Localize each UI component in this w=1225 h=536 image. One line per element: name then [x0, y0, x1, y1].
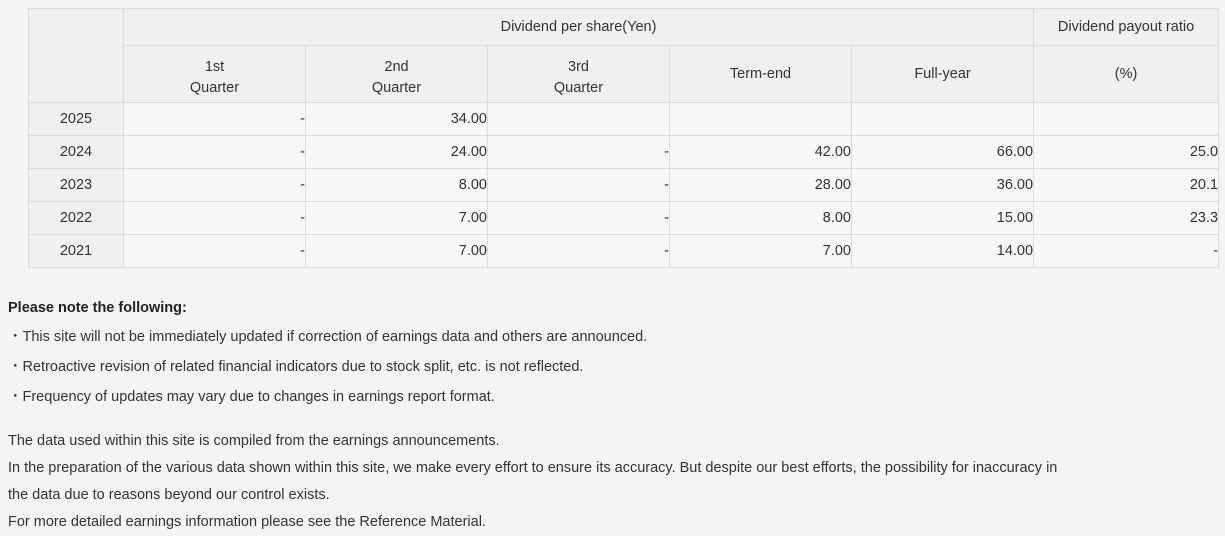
notes-section	[8, 300, 1208, 536]
cell-q3: -	[488, 136, 670, 169]
cell-q1: -	[124, 235, 306, 268]
cell-q2: 7.00	[306, 202, 488, 235]
cell-payout-ratio: -	[1034, 235, 1219, 268]
cell-q1: -	[124, 202, 306, 235]
header-full-year	[852, 46, 1034, 103]
cell-q3	[488, 103, 670, 136]
cell-full-year: 15.00	[852, 202, 1034, 235]
header-q1-line2: Quarter	[189, 79, 240, 96]
cell-q1: -	[124, 136, 306, 169]
header-term-end	[670, 46, 852, 103]
cell-full-year: 66.00	[852, 136, 1034, 169]
header-full-year-label: Full-year	[914, 66, 971, 82]
cell-q2: 34.00	[306, 103, 488, 136]
cell-full-year	[852, 103, 1034, 136]
cell-full-year: 36.00	[852, 169, 1034, 202]
cell-payout-ratio: 20.1	[1034, 169, 1219, 202]
table-row	[29, 103, 1219, 136]
notes-paragraph-line: In the preparation of the various data shown within this site, we make every effort to ensure its accuracy. But despite our best efforts, the possibility for inaccuracy in	[8, 460, 1058, 476]
cell-q3: -	[488, 202, 670, 235]
cell-year: 2024	[29, 136, 124, 169]
header-q3-line1: 3rd	[568, 58, 589, 75]
table-row	[29, 169, 1219, 202]
header-q3-line2: Quarter	[553, 79, 604, 96]
header-q1-line1: 1st	[204, 58, 225, 75]
notes-paragraph-line: the data due to reasons beyond our control exists.	[8, 487, 330, 503]
cell-q3: -	[488, 235, 670, 268]
notes-paragraph-line: For more detailed earnings information please see the Reference Material.	[8, 514, 486, 530]
cell-year: 2022	[29, 202, 124, 235]
cell-q2: 7.00	[306, 235, 488, 268]
header-payout-percent	[1034, 46, 1219, 103]
table-header	[29, 9, 1219, 103]
table-body	[29, 103, 1219, 268]
note-bullet: ・Retroactive revision of related financial indicators due to stock split, etc. is not reflected.	[8, 359, 584, 375]
cell-full-year: 14.00	[852, 235, 1034, 268]
notes-paragraph-line: The data used within this site is compiled from the earnings announcements.	[8, 433, 500, 449]
table-row	[29, 136, 1219, 169]
cell-payout-ratio	[1034, 103, 1219, 136]
header-q1	[124, 46, 306, 103]
table-row	[29, 235, 1219, 268]
header-q2-line2: Quarter	[371, 79, 422, 96]
header-q3	[488, 46, 670, 103]
cell-term-end: 7.00	[670, 235, 852, 268]
cell-term-end: 8.00	[670, 202, 852, 235]
cell-payout-ratio: 23.3	[1034, 202, 1219, 235]
cell-q1: -	[124, 103, 306, 136]
dividend-table	[28, 8, 1219, 268]
notes-title: Please note the following:	[8, 300, 187, 316]
cell-term-end: 28.00	[670, 169, 852, 202]
cell-q3: -	[488, 169, 670, 202]
note-bullet: ・Frequency of updates may vary due to changes in earnings report format.	[8, 389, 495, 405]
table-header-sub-row	[29, 46, 1219, 103]
header-dividend-payout-ratio: Dividend payout ratio	[1034, 9, 1219, 46]
dividend-table-container	[28, 8, 1218, 268]
cell-q2: 24.00	[306, 136, 488, 169]
header-corner-cell	[29, 9, 124, 103]
cell-term-end: 42.00	[670, 136, 852, 169]
cell-year: 2025	[29, 103, 124, 136]
cell-year: 2023	[29, 169, 124, 202]
header-payout-percent-label: (%)	[1114, 66, 1138, 82]
header-q2-line1: 2nd	[384, 58, 409, 75]
header-term-end-label: Term-end	[729, 66, 792, 82]
cell-q2: 8.00	[306, 169, 488, 202]
notes-paragraph	[8, 428, 1208, 536]
note-bullet: ・This site will not be immediately updated if correction of earnings data and others are announced.	[8, 329, 648, 345]
header-q2	[306, 46, 488, 103]
cell-year: 2021	[29, 235, 124, 268]
cell-q1: -	[124, 169, 306, 202]
header-dividend-per-share: Dividend per share(Yen)	[124, 9, 1034, 46]
table-row	[29, 202, 1219, 235]
cell-term-end	[670, 103, 852, 136]
table-header-group-row	[29, 9, 1219, 46]
cell-payout-ratio: 25.0	[1034, 136, 1219, 169]
